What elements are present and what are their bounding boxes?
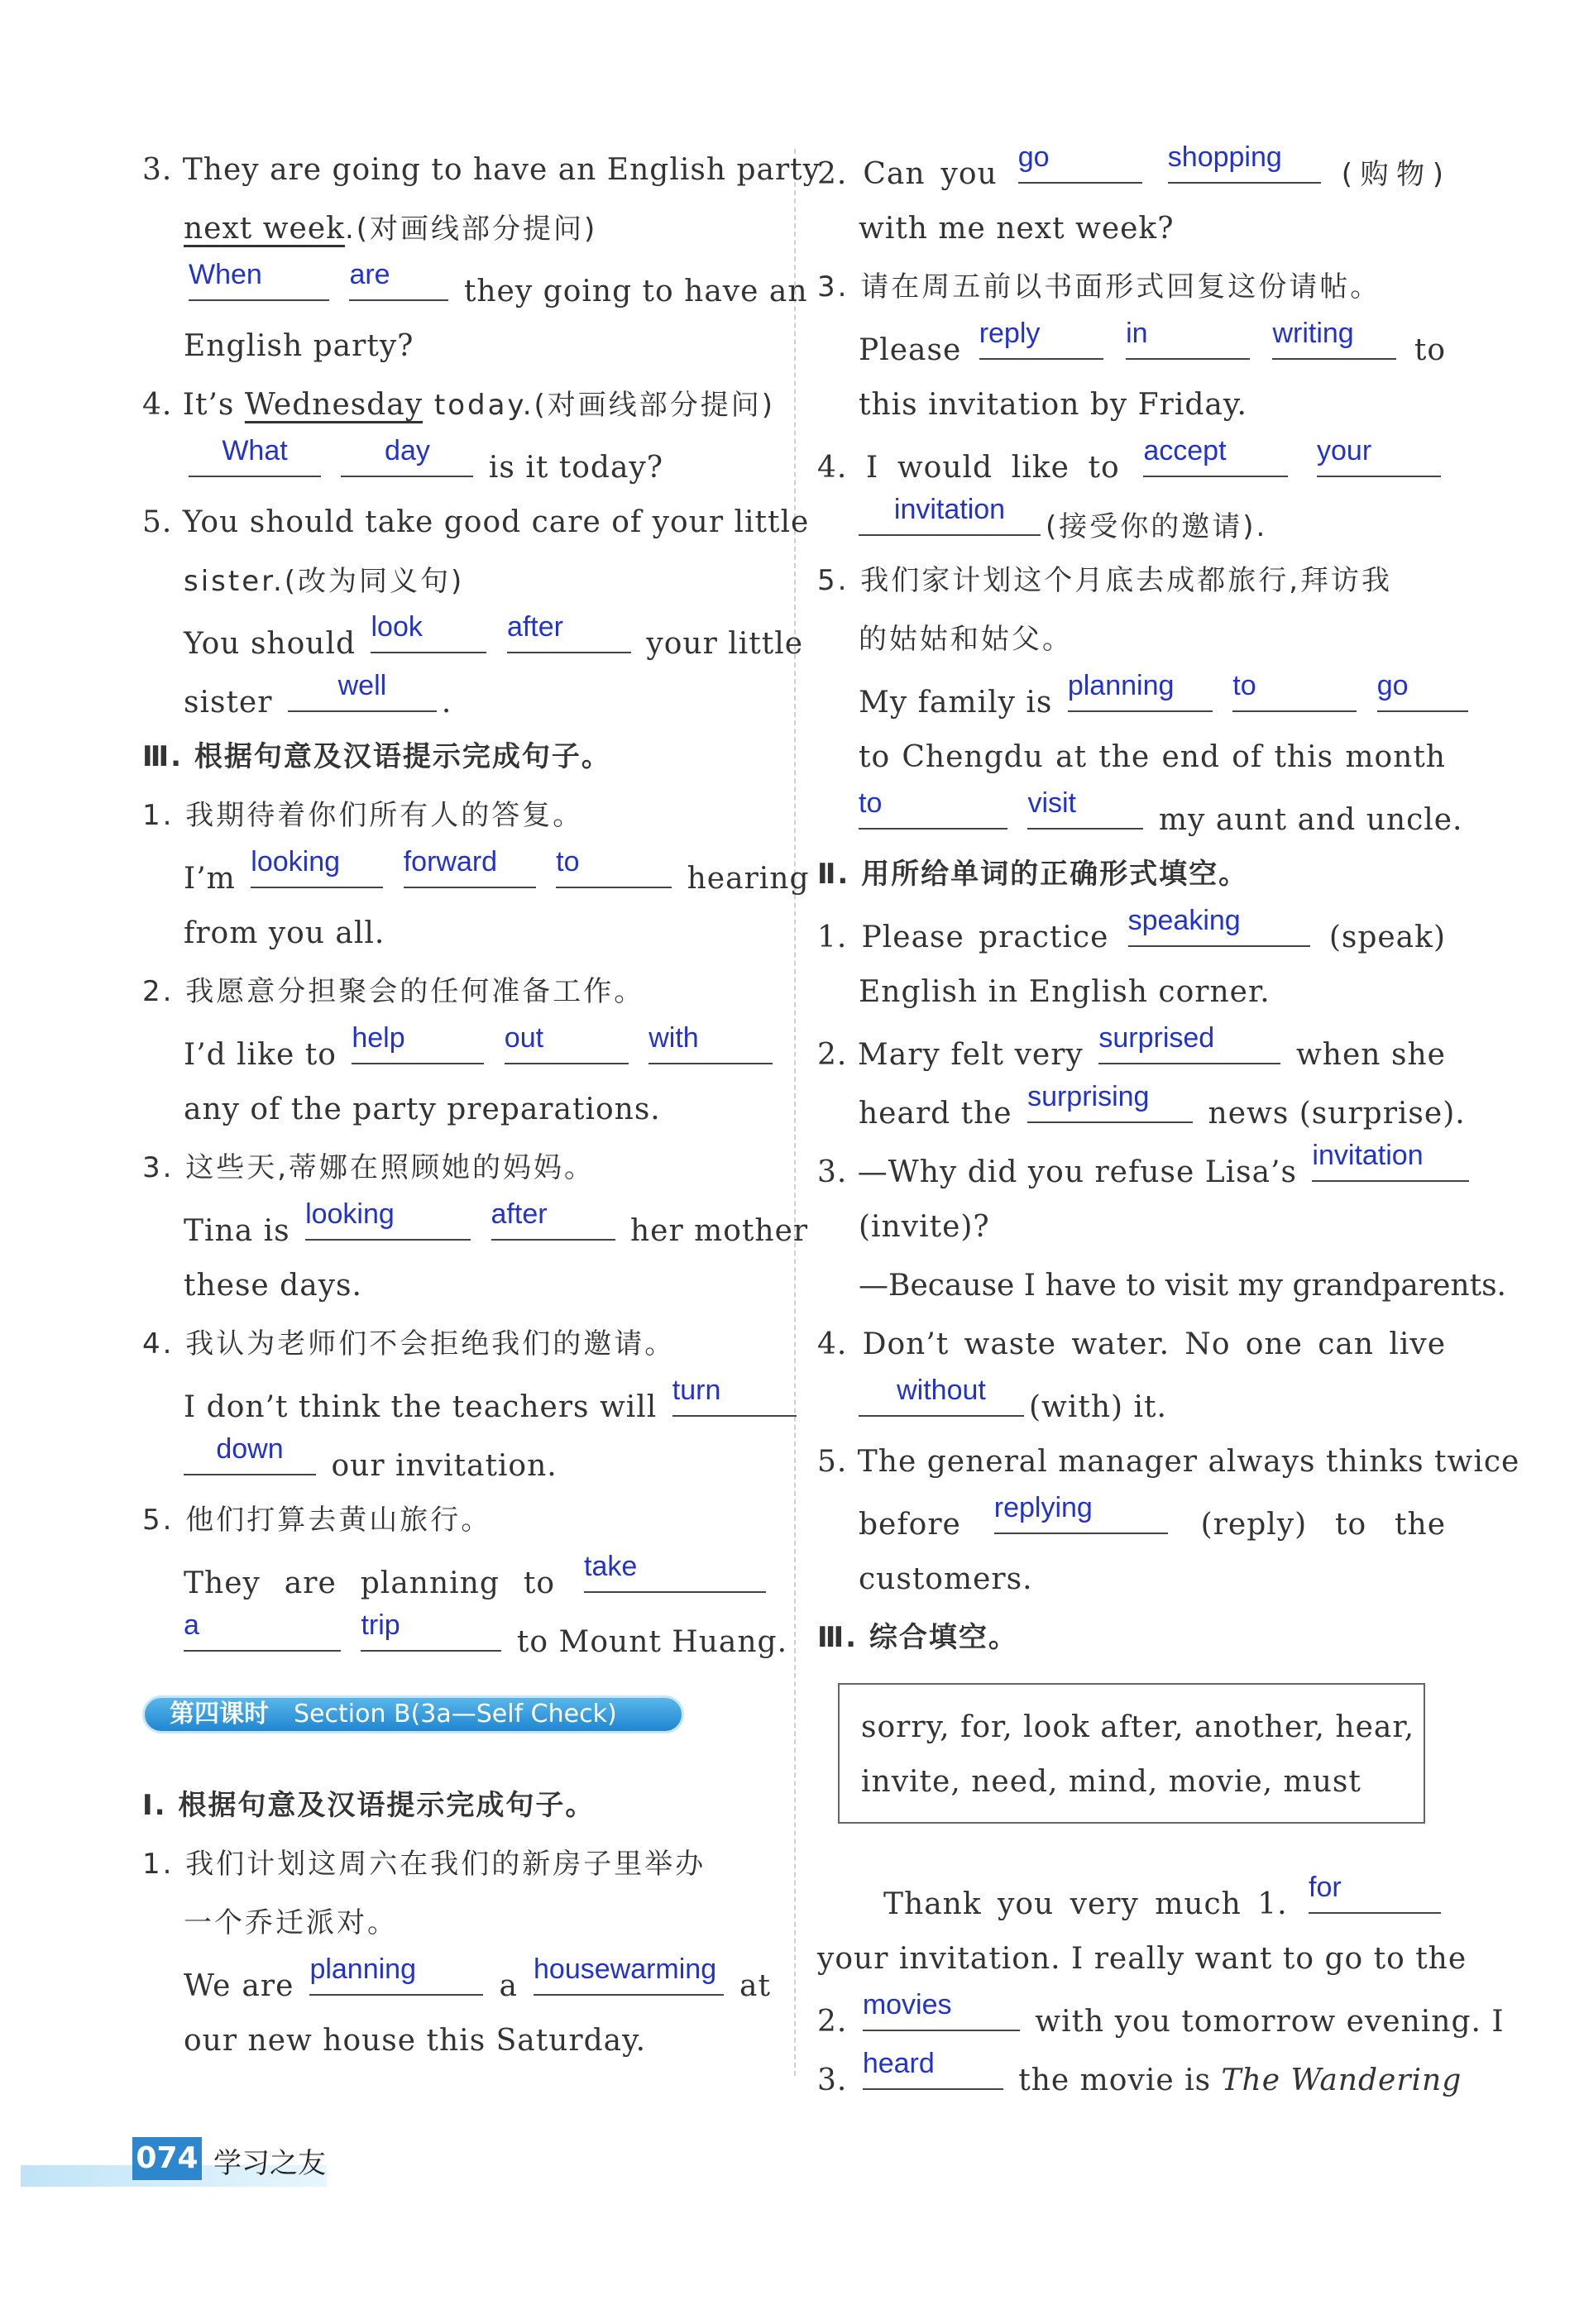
column-divider <box>794 149 796 2076</box>
answer-blank[interactable]: are <box>349 258 448 301</box>
q3-line3: When are they going to have an <box>189 259 808 308</box>
answer-blank[interactable]: visit <box>1027 787 1143 830</box>
answer-blank[interactable]: heard <box>863 2047 1003 2090</box>
answer-blank[interactable]: for <box>1309 1871 1441 1914</box>
passage-line4: 3. heard the movie is The Wandering <box>817 2048 1462 2097</box>
s5-cn: 5. 他们打算去黄山旅行。 <box>142 1504 492 1537</box>
rq4-line2: invitation (接受你的邀请). <box>817 493 1446 552</box>
q5-line1: 5. You should take good care of your little <box>142 505 810 539</box>
t1-en2: our new house this Saturday. <box>184 2024 647 2058</box>
w4-line1: 4. Don’t waste water. No one can live <box>817 1327 1446 1361</box>
answer-blank[interactable]: surprising <box>1027 1080 1193 1123</box>
answer-blank[interactable]: looking <box>251 845 383 888</box>
answer-blank[interactable]: day <box>341 434 473 477</box>
w5-line2: before replying (reply) to the <box>859 1492 1447 1542</box>
answer-blank[interactable]: in <box>1126 317 1250 360</box>
answer-blank[interactable]: a <box>184 1609 341 1652</box>
q5-line2: sister.(改为同义句) <box>184 565 465 598</box>
rq2-line1: 2. Can you go shopping (购物) <box>817 141 1447 191</box>
answer-blank[interactable]: go <box>1377 669 1468 712</box>
rq3-cn: 3. 请在周五前以书面形式回复这份请帖。 <box>817 270 1381 304</box>
answer-blank[interactable]: surprised <box>1098 1021 1280 1064</box>
answer-blank[interactable]: accept <box>1143 434 1288 477</box>
answer-blank[interactable]: invitation <box>1312 1139 1469 1182</box>
rq3-en2: this invitation by Friday. <box>859 388 1247 422</box>
w4-line2: without (with) it. <box>817 1374 1446 1432</box>
w1-line2: English in English corner. <box>859 975 1271 1009</box>
rq3-en: Please reply in writing to <box>859 318 1446 367</box>
s5-en: They are planning to take <box>142 1550 771 1609</box>
s3-en: Tina is looking after her mother <box>184 1198 809 1248</box>
w3-line1: 3. —Why did you refuse Lisa’s invitation <box>817 1139 1446 1198</box>
s4-en2: down our invitation. <box>142 1432 771 1491</box>
rq5-en3: to visit my aunt and uncle. <box>859 787 1463 837</box>
answer-blank[interactable]: without <box>859 1374 1024 1417</box>
rq4-line1: 4. I would like to accept your <box>817 434 1446 493</box>
t1-cn1: 1. 我们计划这周六在我们的新房子里举办 <box>142 1848 706 1881</box>
answer-blank[interactable]: go <box>1018 141 1142 184</box>
q4-line2: What day is it today? <box>142 434 771 493</box>
passage-line3: 2. movies with you tomorrow evening. I <box>817 1989 1505 2039</box>
answer-blank[interactable]: writing <box>1272 317 1396 360</box>
w2-line1: 2. Mary felt very surprised when she <box>817 1022 1446 1072</box>
answer-blank[interactable]: to <box>859 787 1007 830</box>
s1-cn: 1. 我期待着你们所有人的答复。 <box>142 799 584 832</box>
page-footer <box>0 2134 347 2192</box>
q5-line3: You should look after your little <box>184 611 804 661</box>
q5-line4: sister well . <box>184 670 452 720</box>
passage-line1: Thank you very much 1. for <box>817 1871 1446 1929</box>
answer-blank[interactable]: planning <box>1068 669 1213 712</box>
section-3-title: Ⅲ. 根据句意及汉语提示完成句子。 <box>142 740 611 773</box>
answer-blank[interactable]: help <box>352 1021 484 1064</box>
word-bank <box>817 1683 1446 1824</box>
rq5-en1: My family is planning to go <box>817 669 1446 728</box>
w1-line1: 1. Please practice speaking (speak) <box>817 905 1447 954</box>
answer-blank[interactable]: What <box>189 434 321 477</box>
answer-blank[interactable]: trip <box>361 1609 501 1652</box>
s1-en: I’m looking forward to hearing <box>184 846 810 896</box>
answer-blank[interactable]: speaking <box>1128 904 1310 947</box>
answer-blank[interactable]: forward <box>404 845 536 888</box>
s3-cn: 3. 这些天,蒂娜在照顾她的妈妈。 <box>142 1151 596 1184</box>
w5-line1: 5. The general manager always thinks twice <box>817 1445 1520 1479</box>
w5-line3: customers. <box>859 1562 1033 1596</box>
answer-blank[interactable]: invitation <box>859 493 1041 536</box>
answer-blank[interactable]: after <box>507 610 631 653</box>
answer-blank[interactable]: shopping <box>1168 141 1321 184</box>
s2-cn: 2. 我愿意分担聚会的任何准备工作。 <box>142 975 645 1008</box>
t1-en: We are planning a housewarming at <box>184 1953 771 2003</box>
answer-blank[interactable]: When <box>189 258 329 301</box>
answer-blank[interactable]: your <box>1317 434 1441 477</box>
section-3-title-right: Ⅲ. 综合填空。 <box>817 1621 1018 1654</box>
s2-en2: any of the party preparations. <box>184 1093 661 1126</box>
answer-blank[interactable]: housewarming <box>534 1953 724 1996</box>
answer-blank[interactable]: well <box>288 669 437 712</box>
s1-en2: from you all. <box>184 916 385 950</box>
answer-blank[interactable]: planning <box>309 1953 483 1996</box>
s2-en: I’d like to help out with <box>142 1021 771 1080</box>
answer-blank[interactable]: down <box>184 1432 316 1475</box>
answer-blank[interactable]: movies <box>863 1988 1020 2031</box>
answer-blank[interactable]: with <box>648 1021 773 1064</box>
s4-en: I don’t think the teachers will turn <box>142 1374 771 1432</box>
s5-en2: a trip to Mount Huang. <box>184 1609 788 1659</box>
word-bank-box <box>838 1683 1425 1824</box>
q3-line2: next week.(对画线部分提问) <box>184 212 598 246</box>
rq2-line2: with me next week? <box>859 212 1175 246</box>
answer-blank[interactable]: out <box>505 1021 629 1064</box>
answer-blank[interactable]: turn <box>672 1374 797 1417</box>
t1-cn2: 一个乔迁派对。 <box>184 1906 398 1939</box>
brand-name: 学习之友 <box>213 2147 326 2180</box>
answer-blank[interactable]: replying <box>994 1491 1168 1534</box>
s3-en2: these days. <box>184 1269 362 1303</box>
answer-blank[interactable]: to <box>556 845 672 888</box>
rq5-cn2: 的姑姑和姑父。 <box>859 623 1073 656</box>
w3-line3: —Because I have to visit my grandparents. <box>859 1269 1506 1303</box>
answer-blank[interactable]: to <box>1232 669 1357 712</box>
answer-blank[interactable]: looking <box>305 1198 471 1241</box>
word-bank-line2: invite, need, mind, movie, must <box>861 1765 1361 1799</box>
section-2-title: Ⅱ. 用所给单词的正确形式填空。 <box>817 858 1249 891</box>
lesson-header-badge: 第四课时 Section B(3a—Self Check) <box>142 1695 684 1733</box>
answer-blank[interactable]: reply <box>979 317 1103 360</box>
answer-blank[interactable]: take <box>584 1550 766 1593</box>
rq5-en2: to Chengdu at the end of this month <box>859 740 1446 774</box>
page-number: 074 <box>132 2137 202 2180</box>
rq5-cn1: 5. 我们家计划这个月底去成都旅行,拜访我 <box>817 564 1393 597</box>
s4-cn: 4. 我认为老师们不会拒绝我们的邀请。 <box>142 1327 676 1360</box>
word-bank-line1: sorry, for, look after, another, hear, <box>861 1710 1415 1744</box>
section-1-title: Ⅰ. 根据句意及汉语提示完成句子。 <box>142 1789 596 1822</box>
w2-line2: heard the surprising news (surprise). <box>859 1081 1466 1131</box>
w3-line2: (invite)? <box>859 1210 990 1244</box>
q3-line1: 3. They are going to have an English party <box>142 153 821 187</box>
q3-line4: English party? <box>184 329 414 363</box>
passage-line2: your invitation. I really want to go to the <box>817 1942 1467 1976</box>
answer-blank[interactable]: look <box>371 610 486 653</box>
answer-blank[interactable]: after <box>491 1198 615 1241</box>
q4-line1: 4. It’s Wednesday today.(对画线部分提问) <box>142 388 776 422</box>
